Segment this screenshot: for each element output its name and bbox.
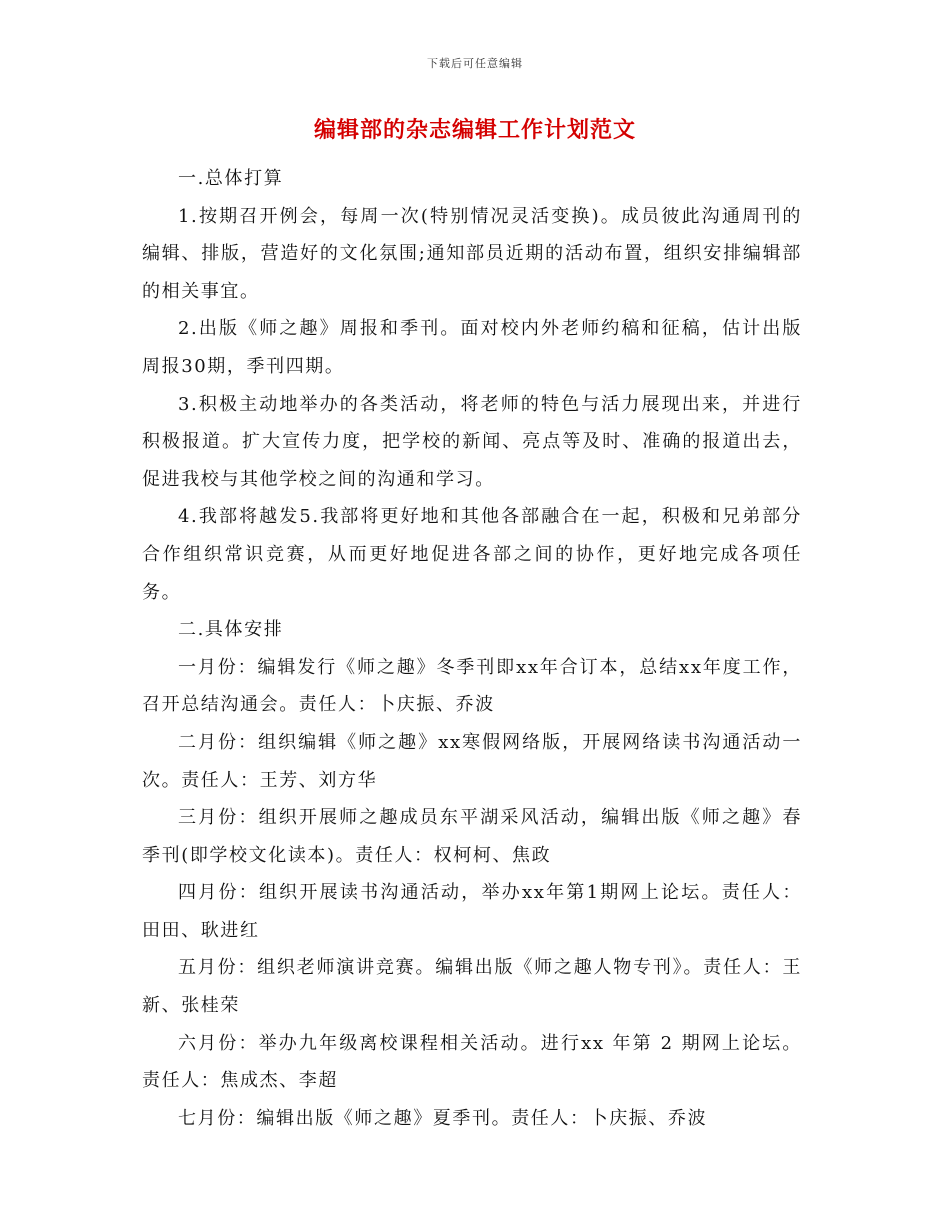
section-heading-overall: 一.总体打算	[178, 168, 284, 189]
document-body	[142, 160, 802, 1137]
schedule-june: 六月份：举办九年级离校课程相关活动。进行xx 年第 2 期网上论坛。责任人：焦成杰、李超	[142, 1032, 802, 1092]
header-note: 下载后可任意编辑	[427, 57, 523, 70]
schedule-may: 五月份：组织老师演讲竞赛。编辑出版《师之趣人物专刊》。责任人：王新、张桂荣	[142, 957, 802, 1017]
schedule-march: 三月份：组织开展师之趣成员东平湖采风活动，编辑出版《师之趣》春季刊(即学校文化读本)。责任人：权柯柯、焦政	[142, 807, 802, 866]
schedule-july: 七月份：编辑出版《师之趣》夏季刊。责任人：卜庆振、乔波	[178, 1107, 708, 1129]
document-title: 编辑部的杂志编辑工作计划范文	[313, 117, 636, 143]
schedule-april: 四月份：组织开展读书沟通活动，举办xx年第1期网上论坛。责任人：田田、耿进红	[142, 882, 802, 941]
section-heading-schedule: 二.具体安排	[178, 619, 284, 641]
paragraph-item-2: 2.出版《师之趣》周报和季刊。面对校内外老师约稿和征稿，估计出版周报30期，季刊四期。	[142, 318, 802, 377]
paragraph-item-3: 3.积极主动地举办的各类活动，将老师的特色与活力展现出来，并进行积极报道。扩大宣传力度，把学校的新闻、亮点等及时、准确的报道出去，促进我校与其他学校之间的沟通和学习。	[142, 393, 802, 490]
paragraph-item-4: 4.我部将越发5.我部将更好地和其他各部融合在一起，积极和兄弟部分合作组织常识竞赛，从而更好地促进各部之间的协作，更好地完成各项任务。	[142, 506, 802, 603]
paragraph-item-1: 1.按期召开例会，每周一次(特别情况灵活变换)。成员彼此沟通周刊的编辑、排版，营造好的文化氛围;通知部员近期的活动布置，组织安排编辑部的相关事宜。	[142, 205, 802, 302]
schedule-january: 一月份：编辑发行《师之趣》冬季刊即xx年合订本，总结xx年度工作，召开总结沟通会。责任人：卜庆振、乔波	[142, 656, 802, 716]
schedule-february: 二月份：组织编辑《师之趣》xx寒假网络版，开展网络读书沟通活动一次。责任人：王芳、刘方华	[142, 731, 802, 791]
